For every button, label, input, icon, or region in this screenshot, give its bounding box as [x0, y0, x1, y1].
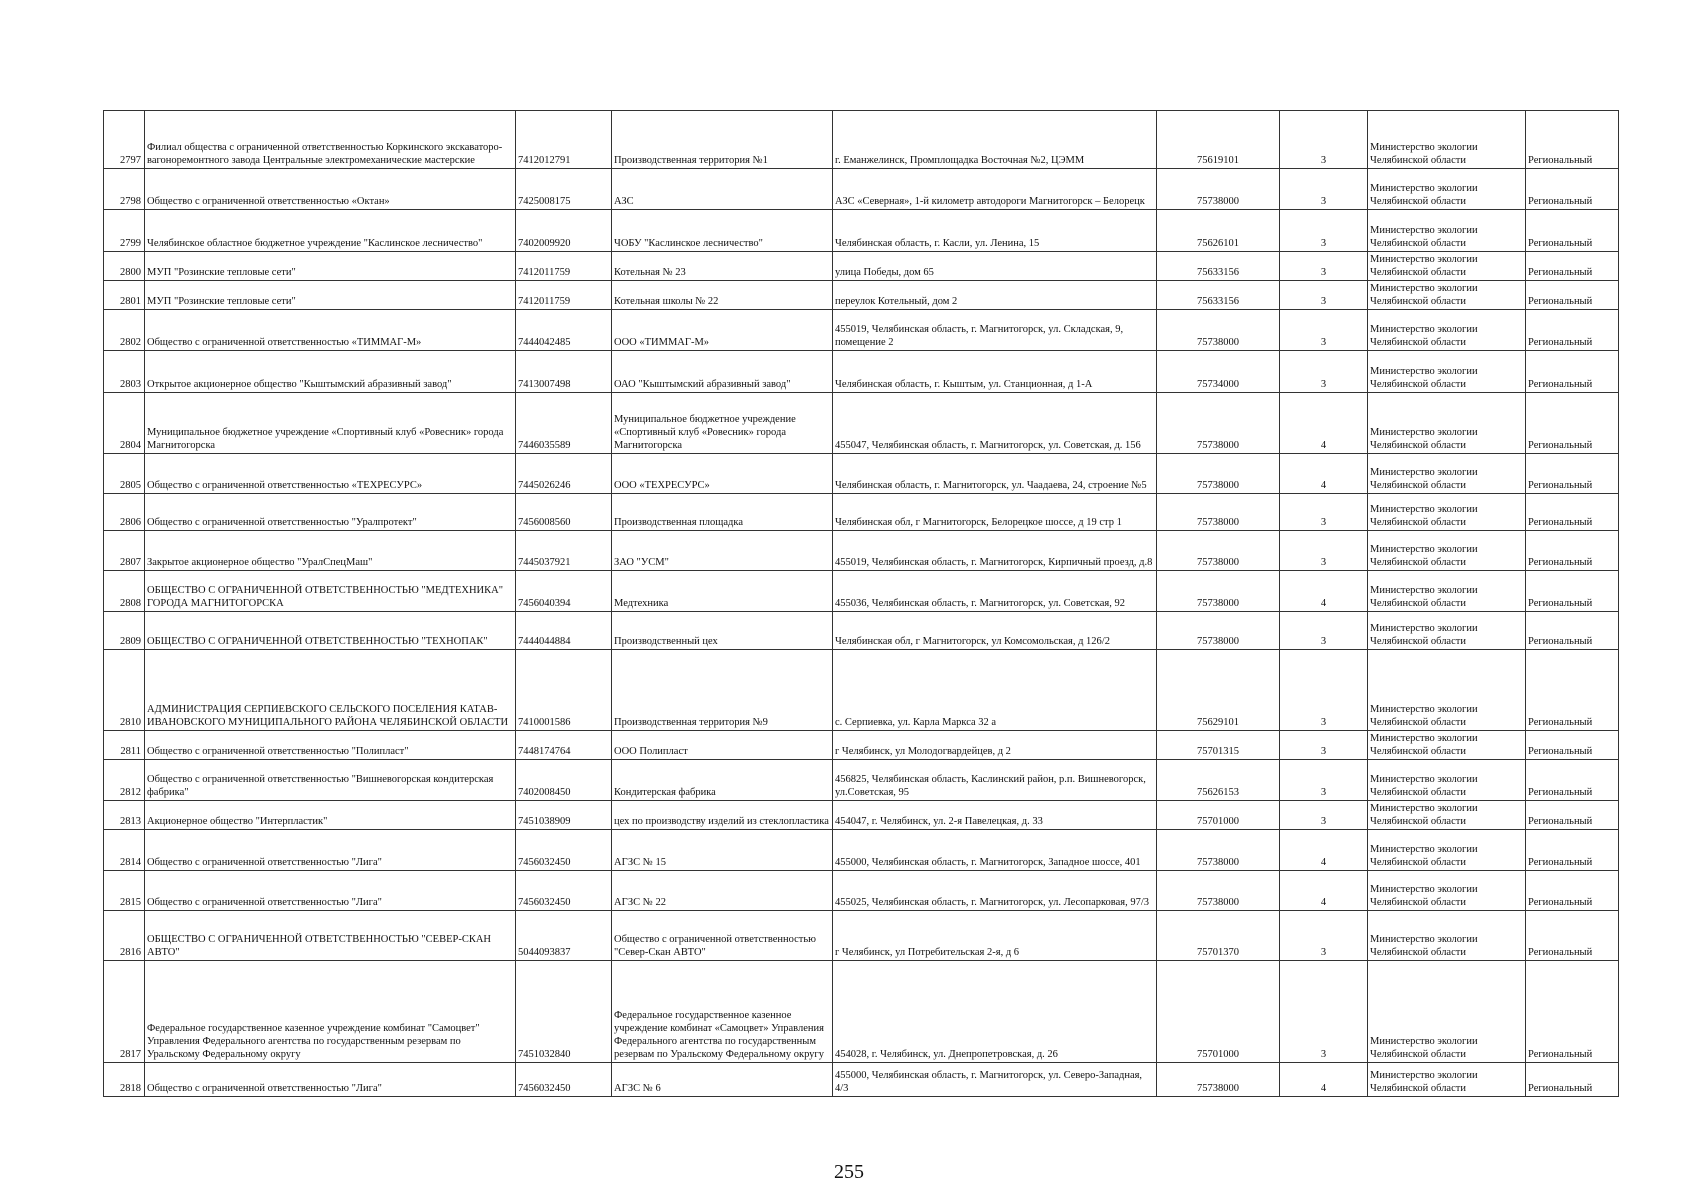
- organization-name: Общество с ограниченной ответственностью «ТЕХРЕСУРС»: [145, 454, 516, 494]
- inn: 7456040394: [516, 571, 612, 612]
- supervision-level: Региональный: [1526, 830, 1619, 871]
- inn: 7456032450: [516, 1063, 612, 1097]
- supervising-authority: Министерство экологии Челябинской области: [1368, 393, 1526, 454]
- supervising-authority: Министерство экологии Челябинской области: [1368, 801, 1526, 830]
- inn: 7412011759: [516, 252, 612, 281]
- supervision-level: Региональный: [1526, 111, 1619, 169]
- supervising-authority: Министерство экологии Челябинской области: [1368, 281, 1526, 310]
- row-number: 2801: [104, 281, 145, 310]
- row-number: 2817: [104, 961, 145, 1063]
- inn: 5044093837: [516, 911, 612, 961]
- object-name: Медтехника: [612, 571, 833, 612]
- category: 3: [1280, 760, 1368, 801]
- oktmo-code: 75738000: [1157, 1063, 1280, 1097]
- table-row: [104, 760, 1619, 801]
- organization-name: Общество с ограниченной ответственностью "Уралпротект": [145, 494, 516, 531]
- table-row: [104, 911, 1619, 961]
- category: 3: [1280, 531, 1368, 571]
- supervision-level: Региональный: [1526, 571, 1619, 612]
- organization-name: Общество с ограниченной ответственностью "Лига": [145, 871, 516, 911]
- supervision-level: Региональный: [1526, 281, 1619, 310]
- object-address: 455047, Челябинская область, г. Магнитогорск, ул. Советская, д. 156: [833, 393, 1157, 454]
- row-number: 2805: [104, 454, 145, 494]
- oktmo-code: 75738000: [1157, 494, 1280, 531]
- inn: 7402008450: [516, 760, 612, 801]
- object-name: ОАО "Кыштымский абразивный завод": [612, 351, 833, 393]
- oktmo-code: 75738000: [1157, 871, 1280, 911]
- table-row: [104, 961, 1619, 1063]
- object-name: Производственный цех: [612, 612, 833, 650]
- category: 3: [1280, 252, 1368, 281]
- inn: 7412011759: [516, 281, 612, 310]
- supervision-level: Региональный: [1526, 961, 1619, 1063]
- supervising-authority: Министерство экологии Челябинской области: [1368, 612, 1526, 650]
- category: 3: [1280, 961, 1368, 1063]
- organization-name: ОБЩЕСТВО С ОГРАНИЧЕННОЙ ОТВЕТСТВЕННОСТЬЮ "СЕВЕР-СКАН АВТО": [145, 911, 516, 961]
- row-number: 2813: [104, 801, 145, 830]
- oktmo-code: 75701000: [1157, 801, 1280, 830]
- oktmo-code: 75701315: [1157, 731, 1280, 760]
- supervision-level: Региональный: [1526, 210, 1619, 252]
- supervision-level: Региональный: [1526, 531, 1619, 571]
- category: 4: [1280, 830, 1368, 871]
- row-number: 2815: [104, 871, 145, 911]
- supervision-level: Региональный: [1526, 169, 1619, 210]
- oktmo-code: 75738000: [1157, 612, 1280, 650]
- supervision-level: Региональный: [1526, 310, 1619, 351]
- supervising-authority: Министерство экологии Челябинской области: [1368, 531, 1526, 571]
- row-number: 2798: [104, 169, 145, 210]
- organization-name: Общество с ограниченной ответственностью «ТИММАГ-М»: [145, 310, 516, 351]
- table-row: [104, 531, 1619, 571]
- object-name: АГЗС № 6: [612, 1063, 833, 1097]
- supervision-level: Региональный: [1526, 351, 1619, 393]
- object-name: ООО Полипласт: [612, 731, 833, 760]
- category: 3: [1280, 310, 1368, 351]
- row-number: 2808: [104, 571, 145, 612]
- object-address: Челябинская обл, г Магнитогорск, Белорецкое шоссе, д 19 стр 1: [833, 494, 1157, 531]
- object-name: АГЗС № 15: [612, 830, 833, 871]
- category: 4: [1280, 571, 1368, 612]
- supervising-authority: Министерство экологии Челябинской области: [1368, 252, 1526, 281]
- inn: 7410001586: [516, 650, 612, 731]
- category: 3: [1280, 281, 1368, 310]
- object-address: 455019, Челябинская область, г. Магнитогорск, Кирпичный проезд, д.8: [833, 531, 1157, 571]
- row-number: 2818: [104, 1063, 145, 1097]
- page-number: 255: [834, 1161, 864, 1183]
- organization-name: Общество с ограниченной ответственностью "Лига": [145, 830, 516, 871]
- object-name: АЗС: [612, 169, 833, 210]
- oktmo-code: 75701370: [1157, 911, 1280, 961]
- supervising-authority: Министерство экологии Челябинской области: [1368, 351, 1526, 393]
- table-row: [104, 650, 1619, 731]
- supervision-level: Региональный: [1526, 911, 1619, 961]
- inn: 7444044884: [516, 612, 612, 650]
- object-name: Производственная площадка: [612, 494, 833, 531]
- oktmo-code: 75734000: [1157, 351, 1280, 393]
- row-number: 2814: [104, 830, 145, 871]
- object-name: ЗАО "УСМ": [612, 531, 833, 571]
- inn: 7445026246: [516, 454, 612, 494]
- supervision-level: Региональный: [1526, 650, 1619, 731]
- oktmo-code: 75738000: [1157, 393, 1280, 454]
- oktmo-code: 75626101: [1157, 210, 1280, 252]
- inn: 7402009920: [516, 210, 612, 252]
- category: 3: [1280, 210, 1368, 252]
- oktmo-code: 75626153: [1157, 760, 1280, 801]
- object-address: улица Победы, дом 65: [833, 252, 1157, 281]
- table-row: [104, 169, 1619, 210]
- table-row: [104, 494, 1619, 531]
- oktmo-code: 75738000: [1157, 571, 1280, 612]
- supervising-authority: Министерство экологии Челябинской области: [1368, 571, 1526, 612]
- object-address: Челябинская область, г. Кыштым, ул. Станционная, д 1-А: [833, 351, 1157, 393]
- inn: 7413007498: [516, 351, 612, 393]
- object-name: Кондитерская фабрика: [612, 760, 833, 801]
- supervision-level: Региональный: [1526, 454, 1619, 494]
- row-number: 2806: [104, 494, 145, 531]
- oktmo-code: 75633156: [1157, 252, 1280, 281]
- organization-name: Общество с ограниченной ответственностью "Вишневогорская кондитерская фабрика": [145, 760, 516, 801]
- table-row: [104, 612, 1619, 650]
- object-address: г Челябинск, ул Молодогвардейцев, д 2: [833, 731, 1157, 760]
- oktmo-code: 75738000: [1157, 169, 1280, 210]
- object-name: ЧОБУ "Каслинское лесничество": [612, 210, 833, 252]
- organization-name: ОБЩЕСТВО С ОГРАНИЧЕННОЙ ОТВЕТСТВЕННОСТЬЮ "ТЕХНОПАК": [145, 612, 516, 650]
- object-name: Котельная № 23: [612, 252, 833, 281]
- object-name: ООО «ТИММАГ-М»: [612, 310, 833, 351]
- supervising-authority: Министерство экологии Челябинской области: [1368, 830, 1526, 871]
- inn: 7445037921: [516, 531, 612, 571]
- oktmo-code: 75701000: [1157, 961, 1280, 1063]
- object-name: Котельная школы № 22: [612, 281, 833, 310]
- organization-name: Челябинское областное бюджетное учреждение "Каслинское лесничество": [145, 210, 516, 252]
- object-name: Производственная территория №9: [612, 650, 833, 731]
- supervision-level: Региональный: [1526, 871, 1619, 911]
- oktmo-code: 75619101: [1157, 111, 1280, 169]
- table-row: [104, 210, 1619, 252]
- table-row: [104, 252, 1619, 281]
- inn: 7456008560: [516, 494, 612, 531]
- row-number: 2797: [104, 111, 145, 169]
- organization-name: Общество с ограниченной ответственностью "Лига": [145, 1063, 516, 1097]
- category: 4: [1280, 393, 1368, 454]
- supervising-authority: Министерство экологии Челябинской области: [1368, 871, 1526, 911]
- organization-name: Общество с ограниченной ответственностью «Октан»: [145, 169, 516, 210]
- table-row: [104, 731, 1619, 760]
- object-address: 454047, г. Челябинск, ул. 2-я Павелецкая, д. 33: [833, 801, 1157, 830]
- supervising-authority: Министерство экологии Челябинской области: [1368, 111, 1526, 169]
- category: 4: [1280, 1063, 1368, 1097]
- object-address: Челябинская область, г. Магнитогорск, ул. Чаадаева, 24, строение №5: [833, 454, 1157, 494]
- object-address: 455000, Челябинская область, г. Магнитогорск, ул. Северо-Западная, 4/3: [833, 1063, 1157, 1097]
- supervising-authority: Министерство экологии Челябинской области: [1368, 731, 1526, 760]
- oktmo-code: 75738000: [1157, 310, 1280, 351]
- organization-name: МУП "Розинские тепловые сети": [145, 281, 516, 310]
- inn: 7425008175: [516, 169, 612, 210]
- category: 3: [1280, 801, 1368, 830]
- object-name: Муниципальное бюджетное учреждение «Спортивный клуб «Ровесник» города Магнитогорска: [612, 393, 833, 454]
- category: 3: [1280, 111, 1368, 169]
- object-address: 455025, Челябинская область, г. Магнитогорск, ул. Лесопарковая, 97/3: [833, 871, 1157, 911]
- row-number: 2811: [104, 731, 145, 760]
- category: 3: [1280, 351, 1368, 393]
- category: 4: [1280, 871, 1368, 911]
- row-number: 2804: [104, 393, 145, 454]
- organization-name: АДМИНИСТРАЦИЯ СЕРПИЕВСКОГО СЕЛЬСКОГО ПОСЕЛЕНИЯ КАТАВ-ИВАНОВСКОГО МУНИЦИПАЛЬНОГО РАЙОНА ЧЕЛЯБИНСКОЙ ОБЛАСТИ: [145, 650, 516, 731]
- supervision-level: Региональный: [1526, 393, 1619, 454]
- category: 3: [1280, 731, 1368, 760]
- object-name: цех по производству изделий из стеклопластика: [612, 801, 833, 830]
- row-number: 2812: [104, 760, 145, 801]
- supervision-level: Региональный: [1526, 731, 1619, 760]
- oktmo-code: 75629101: [1157, 650, 1280, 731]
- table-row: [104, 454, 1619, 494]
- table-row: [104, 871, 1619, 911]
- object-name: АГЗС № 22: [612, 871, 833, 911]
- table-row: [104, 351, 1619, 393]
- table-row: [104, 281, 1619, 310]
- organization-name: МУП "Розинские тепловые сети": [145, 252, 516, 281]
- oktmo-code: 75738000: [1157, 454, 1280, 494]
- supervising-authority: Министерство экологии Челябинской области: [1368, 310, 1526, 351]
- organization-name: Акционерное общество "Интерпластик": [145, 801, 516, 830]
- table-row: [104, 111, 1619, 169]
- object-address: переулок Котельный, дом 2: [833, 281, 1157, 310]
- object-address: с. Серпиевка, ул. Карла Маркса 32 а: [833, 650, 1157, 731]
- row-number: 2809: [104, 612, 145, 650]
- inn: 7456032450: [516, 871, 612, 911]
- table-row: [104, 393, 1619, 454]
- supervision-level: Региональный: [1526, 494, 1619, 531]
- object-address: АЗС «Северная», 1-й километр автодороги Магнитогорск – Белорецк: [833, 169, 1157, 210]
- row-number: 2799: [104, 210, 145, 252]
- inn: 7451032840: [516, 961, 612, 1063]
- oktmo-code: 75738000: [1157, 531, 1280, 571]
- object-address: 454028, г. Челябинск, ул. Днепропетровская, д. 26: [833, 961, 1157, 1063]
- supervising-authority: Министерство экологии Челябинской области: [1368, 454, 1526, 494]
- organization-name: Федеральное государственное казенное учреждение комбинат "Самоцвет" Управления Федерального агентства по государственным резервам по Уральскому Федеральному округу: [145, 961, 516, 1063]
- row-number: 2800: [104, 252, 145, 281]
- registry-table: [103, 110, 1619, 1097]
- row-number: 2803: [104, 351, 145, 393]
- supervising-authority: Министерство экологии Челябинской области: [1368, 961, 1526, 1063]
- organization-name: Общество с ограниченной ответственностью "Полипласт": [145, 731, 516, 760]
- supervision-level: Региональный: [1526, 612, 1619, 650]
- row-number: 2802: [104, 310, 145, 351]
- inn: 7451038909: [516, 801, 612, 830]
- oktmo-code: 75738000: [1157, 830, 1280, 871]
- supervision-level: Региональный: [1526, 760, 1619, 801]
- object-address: 455036, Челябинская область, г. Магнитогорск, ул. Советская, 92: [833, 571, 1157, 612]
- object-address: 456825, Челябинская область, Каслинский район, р.п. Вишневогорск, ул.Советская, 95: [833, 760, 1157, 801]
- supervision-level: Региональный: [1526, 801, 1619, 830]
- category: 4: [1280, 454, 1368, 494]
- inn: 7444042485: [516, 310, 612, 351]
- inn: 7446035589: [516, 393, 612, 454]
- table-row: [104, 571, 1619, 612]
- supervision-level: Региональный: [1526, 252, 1619, 281]
- object-address: 455000, Челябинская область, г. Магнитогорск, Западное шоссе, 401: [833, 830, 1157, 871]
- row-number: 2810: [104, 650, 145, 731]
- supervising-authority: Министерство экологии Челябинской области: [1368, 650, 1526, 731]
- inn: 7456032450: [516, 830, 612, 871]
- object-name: Производственная территория №1: [612, 111, 833, 169]
- category: 3: [1280, 612, 1368, 650]
- organization-name: Закрытое акционерное общество "УралСпецМаш": [145, 531, 516, 571]
- object-address: Челябинская область, г. Касли, ул. Ленина, 15: [833, 210, 1157, 252]
- table-row: [104, 830, 1619, 871]
- object-address: г Челябинск, ул Потребительская 2-я, д 6: [833, 911, 1157, 961]
- supervising-authority: Министерство экологии Челябинской области: [1368, 210, 1526, 252]
- row-number: 2807: [104, 531, 145, 571]
- supervision-level: Региональный: [1526, 1063, 1619, 1097]
- table-row: [104, 310, 1619, 351]
- supervising-authority: Министерство экологии Челябинской области: [1368, 169, 1526, 210]
- object-address: Челябинская обл, г Магнитогорск, ул Комсомольская, д 126/2: [833, 612, 1157, 650]
- object-name: Федеральное государственное казенное учреждение комбинат «Самоцвет» Управления Федерального агентства по государственным резервам по Уральскому Федеральному округу: [612, 961, 833, 1063]
- supervising-authority: Министерство экологии Челябинской области: [1368, 760, 1526, 801]
- table-row: [104, 1063, 1619, 1097]
- table-row: [104, 801, 1619, 830]
- inn: 7448174764: [516, 731, 612, 760]
- organization-name: ОБЩЕСТВО С ОГРАНИЧЕННОЙ ОТВЕТСТВЕННОСТЬЮ "МЕДТЕХНИКА" ГОРОДА МАГНИТОГОРСКА: [145, 571, 516, 612]
- organization-name: Муниципальное бюджетное учреждение «Спортивный клуб «Ровесник» города Магнитогорска: [145, 393, 516, 454]
- table-body: [104, 111, 1619, 1097]
- category: 3: [1280, 494, 1368, 531]
- object-name: Общество с ограниченной ответственностью "Север-Скан АВТО": [612, 911, 833, 961]
- supervising-authority: Министерство экологии Челябинской области: [1368, 1063, 1526, 1097]
- category: 3: [1280, 650, 1368, 731]
- oktmo-code: 75633156: [1157, 281, 1280, 310]
- object-address: 455019, Челябинская область, г. Магнитогорск, ул. Складская, 9, помещение 2: [833, 310, 1157, 351]
- supervising-authority: Министерство экологии Челябинской области: [1368, 911, 1526, 961]
- supervising-authority: Министерство экологии Челябинской области: [1368, 494, 1526, 531]
- organization-name: Филиал общества с ограниченной ответственностью Коркинского экскаваторо-вагоноремонтного завода Центральные электромеханические мастерские: [145, 111, 516, 169]
- object-address: г. Еманжелинск, Промплощадка Восточная №2, ЦЭММ: [833, 111, 1157, 169]
- category: 3: [1280, 911, 1368, 961]
- row-number: 2816: [104, 911, 145, 961]
- category: 3: [1280, 169, 1368, 210]
- organization-name: Открытое акционерное общество "Кыштымский абразивный завод": [145, 351, 516, 393]
- object-name: ООО «ТЕХРЕСУРС»: [612, 454, 833, 494]
- inn: 7412012791: [516, 111, 612, 169]
